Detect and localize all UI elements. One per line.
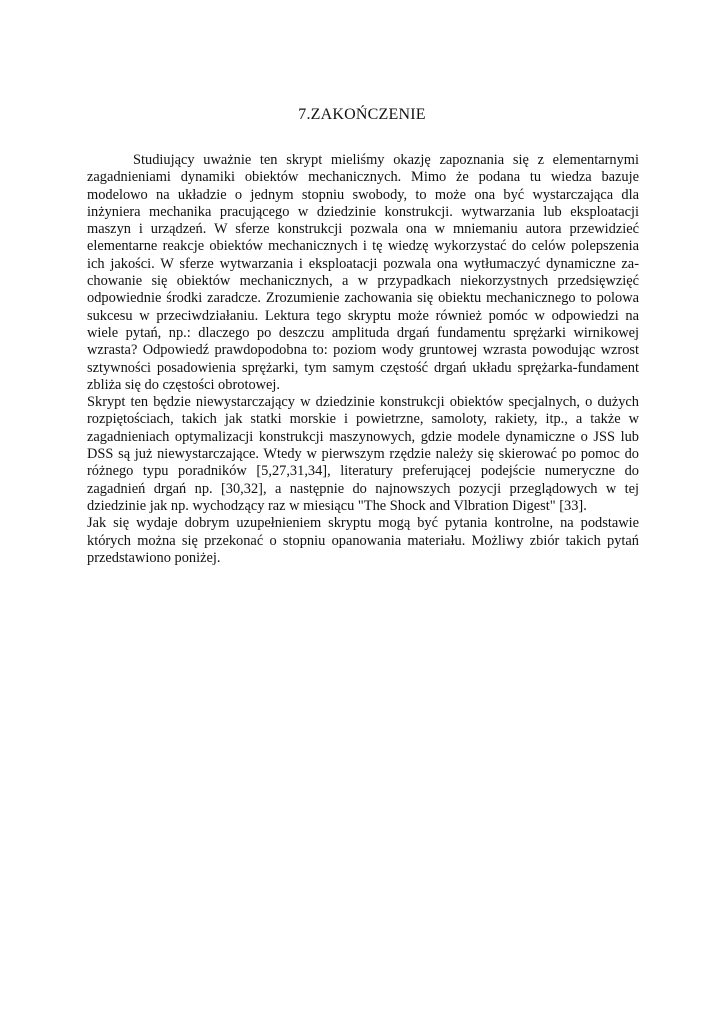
body-text — [87, 152, 639, 567]
paragraph: Studiujący uważnie ten skrypt mieliśmy okazję zapoznania się z elementarnymi zagadnieniami dynamiki obiektów mechanicznych. Mimo że podana tu wiedza bazuje modelowo na układzie o jednym stopniu swobody, to może ona być wystarczająca dla inżyniera mechanika pracującego w dziedzinie konstrukcji. wytwarzania lub eksploatacji maszyn i urządzeń. W sferze konstrukcji pozwala ona w mniemaniu autora przewidzieć elementarne reakcje obiektów mechanicznych i tę wiedzę wykorzystać do celów polepszenia ich jakości. W sferze wytwarzania i eksploatacji pozwala ona wytłumaczyć dynamiczne za-chowanie się obiektów mechanicznych, a w przypadkach niekorzystnych przedsięwzięć odpowiednie środki zaradcze. Zrozumienie zachowania się obiektu mechanicznego to polowa sukcesu w przeciwdziałaniu. Lektura tego skryptu może również pomóc w odpowiedzi na wiele pytań, np.: dlaczego po deszczu amplituda drgań fundamentu sprężarki wirnikowej wzrasta? Odpowiedź prawdopodobna to: poziom wody gruntowej wzrasta powodując wzrost sztywności posadowienia sprężarki, tym samym częstość drgań układu sprężarka-fundament zbliża się do częstości obrotowej. — [87, 152, 639, 393]
paragraph: Jak się wydaje dobrym uzupełnieniem skryptu mogą być pytania kontrolne, na podstawie których można się przekonać o stopniu opanowania materiału. Możliwy zbiór takich pytań przedstawiono poniżej. — [87, 515, 639, 566]
paragraph: Skrypt ten będzie niewystarczający w dziedzinie konstrukcji obiektów specjalnych, o dużych rozpiętościach, takich jak statki morskie i powietrzne, samoloty, rakiety, itp., a także w zagadnieniach optymalizacji konstrukcji maszynowych, gdzie modele dynamiczne o JSS lub DSS są już niewystarczające. Wtedy w pierwszym rzędzie należy się skierować po pomoc do różnego typu poradników [5,27,31,34], literatury preferującej podejście numeryczne do zagadnień drgań np. [30,32], a następnie do najnowszych pozycji przeglądowych w tej dziedzinie jak np. wychodzący raz w miesiącu "The Shock and Vlbration Digest" [33]. — [87, 394, 639, 514]
page-title: 7.ZAKOŃCZENIE — [298, 106, 426, 123]
